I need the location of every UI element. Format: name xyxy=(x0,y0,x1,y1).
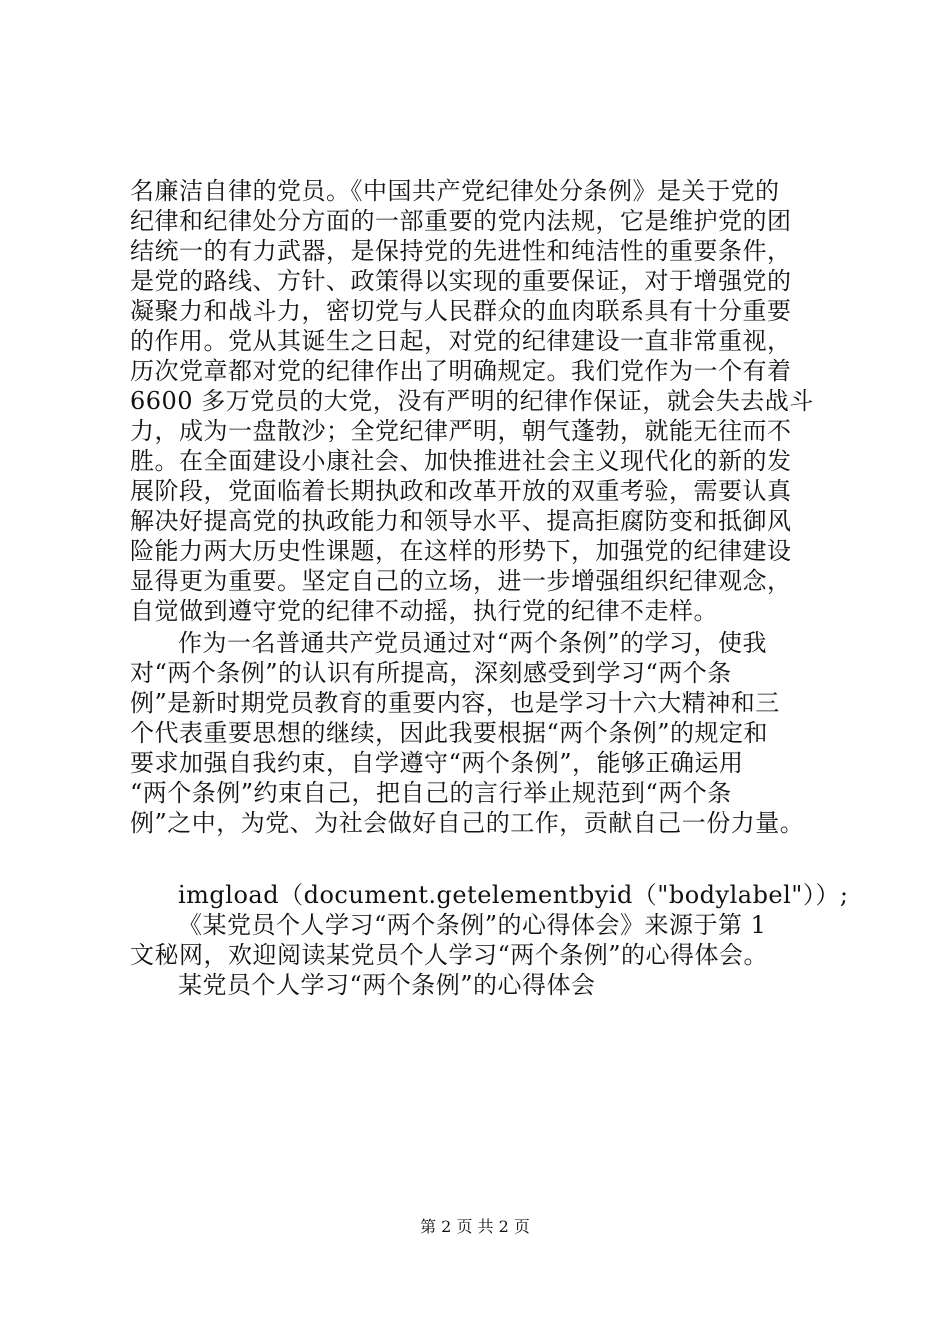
text-line: 解决好提高党的执政能力和领导水平、提高拒腐防变和抵御风 xyxy=(130,507,792,535)
text-line: 胜。在全面建设小康社会、加快推进社会主义现代化的新的发 xyxy=(130,447,792,475)
text-line: 险能力两大历史性课题，在这样的形势下，加强党的纪律建设 xyxy=(130,537,792,565)
text-line: 历次党章都对党的纪律作出了明确规定。我们党作为一个有着 xyxy=(130,357,792,385)
text-line: 结统一的有力武器，是保持党的先进性和纯洁性的重要条件， xyxy=(130,237,792,265)
text-line: 要求加强自我约束，自学遵守“两个条例”，能够正确运用 xyxy=(130,749,744,777)
text-line: 凝聚力和战斗力，密切党与人民群众的血肉联系具有十分重要 xyxy=(130,297,792,325)
text-line: 某党员个人学习“两个条例”的心得体会 xyxy=(178,971,596,999)
text-line: 例”是新时期党员教育的重要内容，也是学习十六大精神和三 xyxy=(130,689,780,717)
text-line: 纪律和纪律处分方面的一部重要的党内法规，它是维护党的团 xyxy=(130,207,792,235)
text-line: 个代表重要思想的继续，因此我要根据“两个条例”的规定和 xyxy=(130,719,769,747)
text-line: 的作用。党从其诞生之日起，对党的纪律建设一直非常重视， xyxy=(130,327,792,355)
text-line: 对“两个条例”的认识有所提高，深刻感受到学习“两个条 xyxy=(130,659,732,687)
text-line: 力，成为一盘散沙；全党纪律严明，朝气蓬勃，就能无往而不 xyxy=(130,417,792,445)
page-number-footer: 第 2 页 共 2 页 xyxy=(420,1217,530,1236)
text-line: 6600 多万党员的大党，没有严明的纪律作保证，就会失去战斗 xyxy=(130,387,814,415)
text-line: “两个条例”约束自己，把自己的言行举止规范到“两个条 xyxy=(130,779,732,807)
text-line: 例”之中，为党、为社会做好自己的工作，贡献自己一份力量。 xyxy=(130,809,805,837)
text-line: 展阶段，党面临着长期执政和改革开放的双重考验，需要认真 xyxy=(130,477,792,505)
text-line: 自觉做到遵守党的纪律不动摇，执行党的纪律不走样。 xyxy=(130,597,718,625)
text-line: 名廉洁自律的党员。《中国共产党纪律处分条例》是关于党的 xyxy=(130,177,780,205)
text-line: 《某党员个人学习“两个条例”的心得体会》来源于第 1 xyxy=(178,911,767,939)
text-line: 文秘网，欢迎阅读某党员个人学习“两个条例”的心得体会。 xyxy=(130,941,769,969)
text-line: imgload（document.getelementbyid（"bodylabel"））; xyxy=(178,881,849,909)
text-line: 作为一名普通共产党员通过对“两个条例”的学习，使我 xyxy=(178,629,768,657)
text-line: 显得更为重要。坚定自己的立场，进一步增强组织纪律观念， xyxy=(130,567,792,595)
text-line: 是党的路线、方针、政策得以实现的重要保证，对于增强党的 xyxy=(130,267,792,295)
